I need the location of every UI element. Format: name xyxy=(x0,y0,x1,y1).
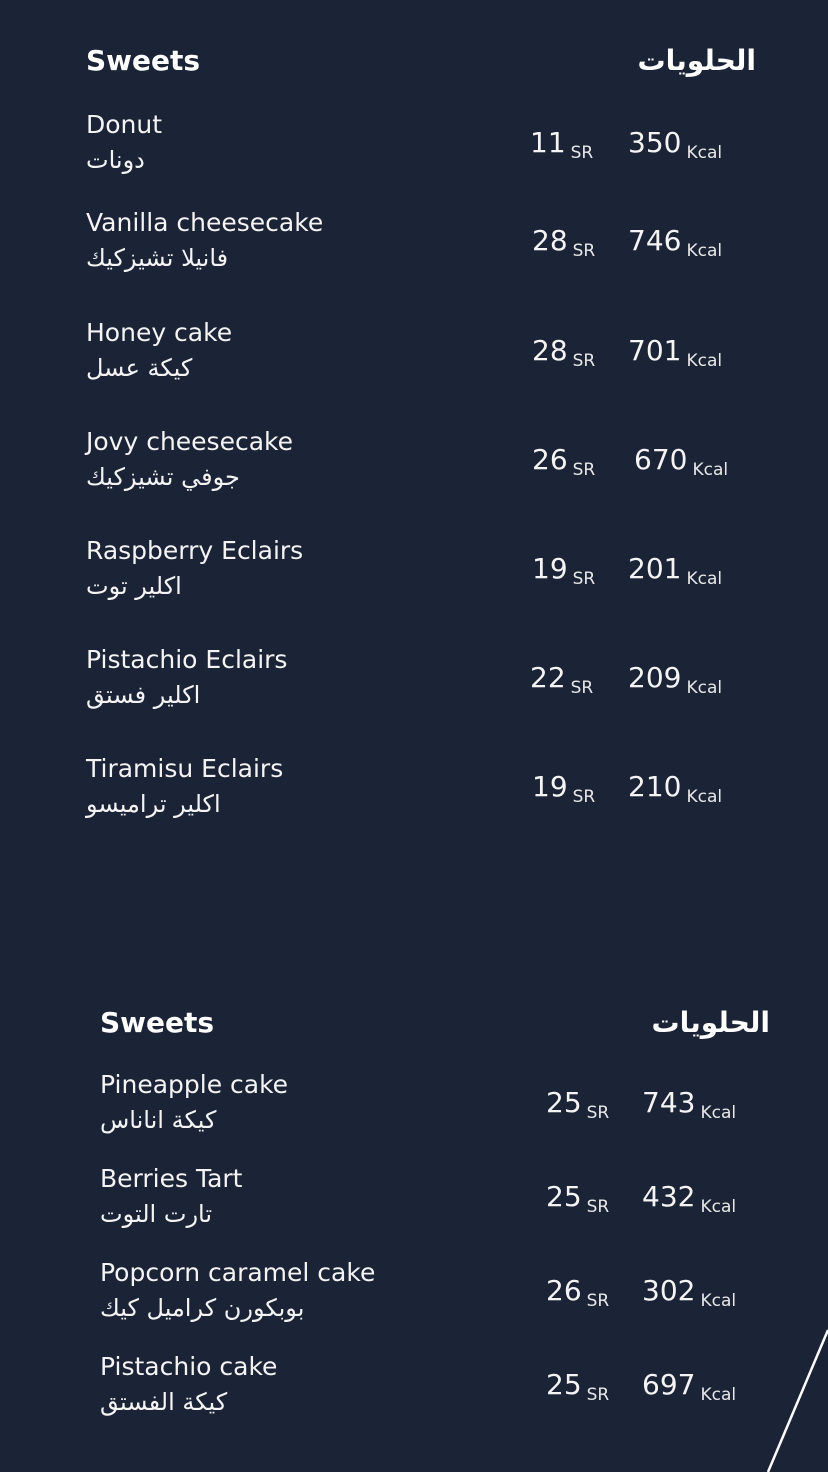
price-value: 26 xyxy=(532,443,568,476)
kcal-value: 201 xyxy=(628,552,682,585)
section-title-ar: الحلويات xyxy=(637,44,756,77)
kcal-unit: Kcal xyxy=(686,787,723,807)
kcal-value: 746 xyxy=(628,224,682,257)
kcal-unit: Kcal xyxy=(686,351,723,371)
price-unit: SR xyxy=(570,678,594,698)
price-value: 22 xyxy=(530,661,566,694)
price-unit: SR xyxy=(586,1197,610,1217)
kcal-value: 432 xyxy=(642,1180,696,1213)
price-value: 25 xyxy=(546,1180,582,1213)
item-name-en: Pistachio Eclairs xyxy=(86,645,288,674)
price-value: 11 xyxy=(530,126,566,159)
kcal-unit: Kcal xyxy=(700,1197,737,1217)
item-name-ar: كيكة الفستق xyxy=(100,1388,228,1416)
item-name-ar: كيكة عسل xyxy=(86,354,193,382)
item-name-en: Berries Tart xyxy=(100,1164,243,1193)
kcal-unit: Kcal xyxy=(700,1103,737,1123)
price-unit: SR xyxy=(586,1291,610,1311)
item-name-ar: اكلير تراميسو xyxy=(86,790,221,818)
item-name-ar: جوفي تشيزكيك xyxy=(86,463,240,491)
price-value: 19 xyxy=(532,552,568,585)
kcal-unit: Kcal xyxy=(686,678,723,698)
kcal-value: 210 xyxy=(628,770,682,803)
kcal-value: 701 xyxy=(628,334,682,367)
kcal-value: 302 xyxy=(642,1274,696,1307)
kcal-unit: Kcal xyxy=(686,241,723,261)
price-value: 19 xyxy=(532,770,568,803)
kcal-unit: Kcal xyxy=(686,143,723,163)
item-name-en: Pistachio cake xyxy=(100,1352,278,1381)
kcal-unit: Kcal xyxy=(686,569,723,589)
price-value: 26 xyxy=(546,1274,582,1307)
price-unit: SR xyxy=(572,569,596,589)
price-unit: SR xyxy=(572,241,596,261)
price-value: 25 xyxy=(546,1086,582,1119)
kcal-unit: Kcal xyxy=(692,460,729,480)
price-unit: SR xyxy=(572,787,596,807)
kcal-value: 743 xyxy=(642,1086,696,1119)
price-unit: SR xyxy=(586,1385,610,1405)
kcal-unit: Kcal xyxy=(700,1385,737,1405)
price-unit: SR xyxy=(572,351,596,371)
item-name-en: Tiramisu Eclairs xyxy=(86,754,284,783)
section-title-en: Sweets xyxy=(100,1006,215,1039)
kcal-value: 697 xyxy=(642,1368,696,1401)
kcal-value: 670 xyxy=(634,443,688,476)
kcal-value: 209 xyxy=(628,661,682,694)
item-name-ar: اكلير توت xyxy=(86,572,182,600)
item-name-en: Pineapple cake xyxy=(100,1070,289,1099)
kcal-unit: Kcal xyxy=(700,1291,737,1311)
price-value: 28 xyxy=(532,224,568,257)
item-name-ar: تارت التوت xyxy=(100,1200,213,1228)
item-name-ar: اكلير فستق xyxy=(86,681,201,709)
price-unit: SR xyxy=(570,143,594,163)
item-name-ar: فانيلا تشيزكيك xyxy=(86,244,229,272)
item-name-ar: بوبكورن كراميل كيك xyxy=(100,1294,305,1322)
item-name-ar: كيكة اناناس xyxy=(100,1106,217,1134)
section-title-ar: الحلويات xyxy=(651,1006,770,1039)
item-name-en: Jovy cheesecake xyxy=(86,427,293,456)
item-name-ar: دونات xyxy=(86,146,145,174)
item-name-en: Popcorn caramel cake xyxy=(100,1258,376,1287)
item-name-en: Honey cake xyxy=(86,318,233,347)
kcal-value: 350 xyxy=(628,126,682,159)
item-name-en: Raspberry Eclairs xyxy=(86,536,304,565)
item-name-en: Donut xyxy=(86,110,163,139)
item-name-en: Vanilla cheesecake xyxy=(86,208,324,237)
price-unit: SR xyxy=(586,1103,610,1123)
price-unit: SR xyxy=(572,460,596,480)
price-value: 25 xyxy=(546,1368,582,1401)
section-title-en: Sweets xyxy=(86,44,201,77)
price-value: 28 xyxy=(532,334,568,367)
